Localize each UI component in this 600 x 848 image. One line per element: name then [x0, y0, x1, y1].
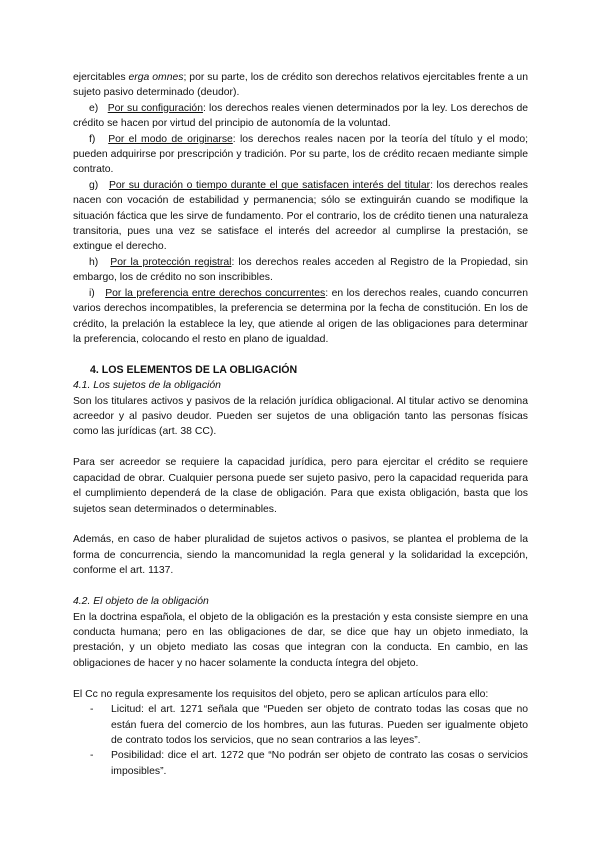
item-label: e)	[89, 102, 99, 114]
dash-bullet: -	[90, 704, 94, 716]
item-label: h)	[89, 256, 99, 268]
latin-term: erga omnes	[128, 72, 184, 83]
item-label: g)	[89, 179, 99, 191]
item-label: i)	[89, 287, 95, 299]
item-title: Por la preferencia entre derechos concurrentes	[105, 287, 326, 299]
item-e-configuracion	[73, 101, 528, 132]
item-title: Por el modo de originarse	[108, 133, 233, 145]
requisitos-list	[73, 702, 528, 779]
subsection-title-objeto: 4.2. El objeto de la obligación	[73, 596, 209, 608]
paragraph-requisitos-intro: El Cc no regula expresamente los requisitos del objeto, pero se aplican artículos para ello:	[73, 688, 489, 700]
item-text: : los derechos reales nacen por la teoría del título y el modo; pueden adquirirse por prescripción y tradición. Por su parte, los de crédito recaen mediante simple contrato.	[73, 133, 528, 176]
item-text: : en los derechos reales, cuando concurren varios derechos incompatibles, la preferencia se determina por la fecha de constitución. En los de crédito, la prelación la establece la ley, que atiende al origen de las obligaciones para determinar la preferencia, colocando el resto en plano de igualdad.	[73, 287, 528, 345]
paragraph-erga-omnes: ejercitables erga omnes; por su parte, los de crédito son derechos relativos ejercitables frente a un sujeto pasivo determinado (deudor).	[73, 72, 528, 99]
item-text: : los derechos reales nacen con vocación de estabilidad y permanencia; sólo se extinguirán cuando se modifique la situación fáctica que les sirve de fundamento. Por el contrario, los de crédito tienen una naturaleza transitoria, pues una vez se satisface el interés del acreedor al cumplirse la prestación, se extingue el derecho.	[73, 179, 528, 253]
paragraph-objeto: En la doctrina española, el objeto de la obligación es la prestación y esta consiste siempre en una conducta humana; pero en las obligaciones de dar, se dice que hay un objeto inmediato, la prestación, y un objeto mediato las cosas que integran con la conducta. En cambio, en las obligaciones de hacer y no hacer solamente la conducta íntegra del objeto.	[73, 611, 528, 669]
list-item-posibilidad: - Posibilidad: dice el art. 1272 que “No podrán ser objeto de contrato las cosas o servicios imposibles”.	[90, 750, 528, 777]
item-text: : los derechos reales acceden al Registro de la Propiedad, sin embargo, los de crédito no son inscribibles.	[73, 256, 528, 284]
item-title: Por su duración o tiempo durante el que satisfacen interés del titular	[108, 179, 431, 191]
document-body	[73, 70, 528, 779]
item-f-modo	[73, 132, 528, 178]
item-label: f)	[89, 133, 96, 145]
dash-bullet: -	[90, 750, 94, 762]
section-heading: 4. LOS ELEMENTOS DE LA OBLIGACIÓN	[90, 363, 298, 376]
list-item-licitud: - Licitud: el art. 1271 señala que “Pueden ser objeto de contrato todas las cosas que no están fuera del comercio de los hombres, aun las futuras. Pueden ser igualmente objeto de contrato todos los servicios, que no sean contrarios a las leyes”.	[90, 704, 528, 746]
subsection-title-sujetos: 4.1. Los sujetos de la obligación	[73, 380, 221, 392]
item-title: Por la protección registral	[110, 256, 232, 268]
paragraph-sujetos-2: Para ser acreedor se requiere la capacidad jurídica, pero para ejercitar el crédito se requiere capacidad de obrar. Cualquier persona puede ser sujeto pasivo, pero la capacidad requerida para el cumplimiento dependerá de la clase de obligación. Para que exista obligación, basta que los sujetos sean determinados o determinables.	[73, 457, 528, 515]
paragraph-sujetos-1: Son los titulares activos y pasivos de la relación jurídica obligacional. Al titular activo se denomina acreedor y al pasivo deudor. Pueden ser sujetos de una obligación tanto las personas físicas como las jurídicas (art. 38 CC).	[73, 395, 528, 438]
item-text: : los derechos reales vienen determinados por la ley. Los derechos de crédito se hacen por virtud del principio de autonomía de la voluntad.	[73, 102, 528, 130]
item-title: Por su configuración	[107, 102, 203, 114]
item-g-duracion	[73, 178, 528, 255]
paragraph-sujetos-3: Además, en caso de haber pluralidad de sujetos activos o pasivos, se plantea el problema de la forma de concurrencia, siendo la mancomunidad la regla general y la solidaridad la excepción, conforme el art. 1137.	[73, 534, 528, 577]
item-i-preferencia	[73, 286, 528, 348]
item-h-registral	[73, 255, 528, 286]
